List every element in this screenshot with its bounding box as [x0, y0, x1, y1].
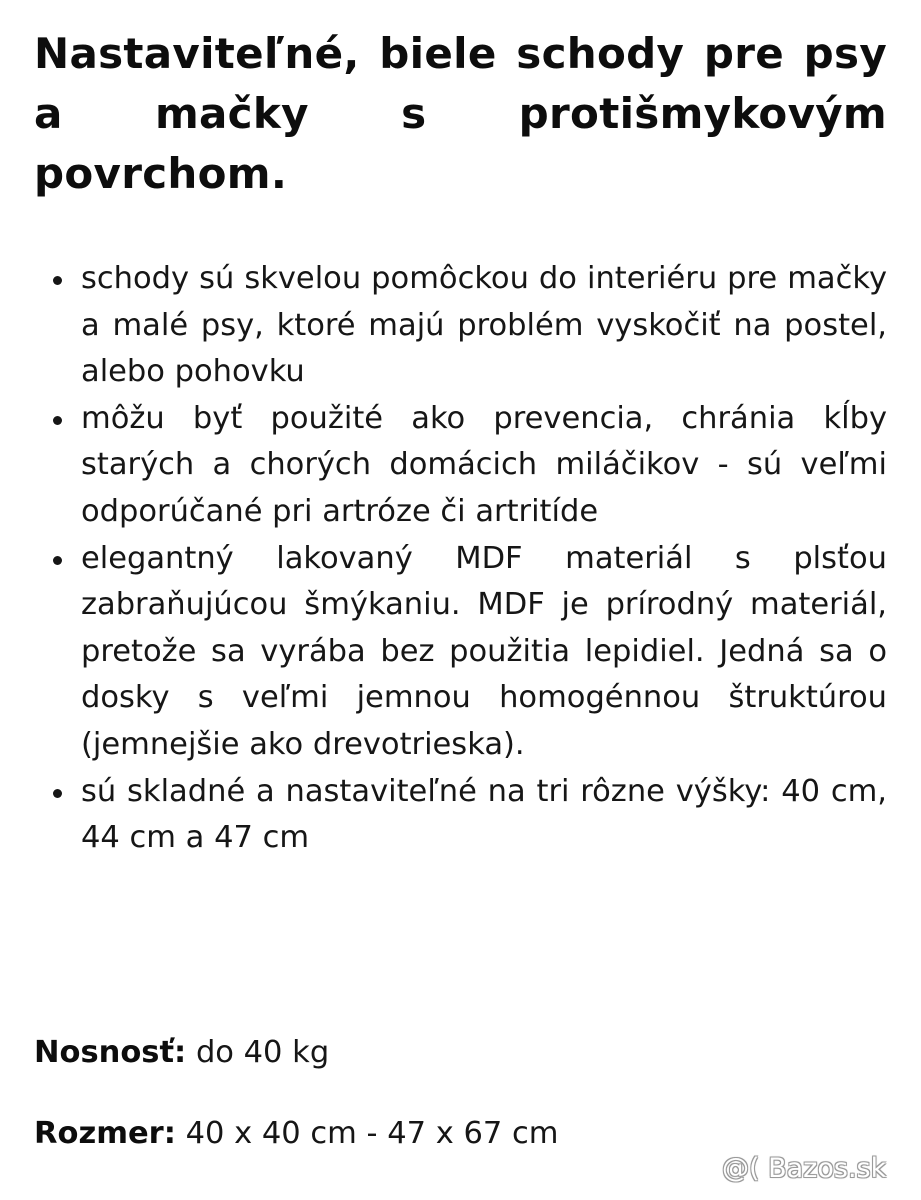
- page-title: Nastaviteľné, biele schody pre psy a mačky s protišmykovým povrchom.: [34, 29, 887, 198]
- list-item-text: sú skladné a nastaviteľné na tri rôzne výšky: 40 cm, 44 cm a 47 cm: [81, 773, 887, 856]
- capacity-value: do 40 kg: [195, 1035, 330, 1070]
- bullet-icon: [53, 789, 62, 798]
- feature-list: [34, 256, 887, 862]
- capacity-label: Nosnosť:: [34, 1035, 187, 1070]
- bullet-icon: [53, 276, 62, 285]
- list-item-text: elegantný lakovaný MDF materiál s plsťou zabraňujúcou šmýkaniu. MDF je prírodný materiál, pretože sa vyrába bez použitia lepidiel. Jedná sa o dosky s veľmi jemnou homogénnou štruktúrou (jemnejšie ako drevotrieska).: [81, 540, 887, 762]
- list-item-text: môžu byť použité ako prevencia, chránia kĺby starých a chorých domácich miláčikov - sú veľmi odporúčané pri artróze či artritíde: [81, 400, 887, 529]
- size-spec: [34, 1114, 558, 1154]
- bazos-watermark: @( Bazos.sk: [722, 1153, 887, 1184]
- list-item: [34, 396, 887, 536]
- size-value: 40 x 40 cm - 47 x 67 cm: [185, 1116, 559, 1151]
- list-item: [34, 769, 887, 862]
- capacity-spec: [34, 1033, 329, 1073]
- list-item: [34, 536, 887, 769]
- list-item: [34, 256, 887, 396]
- bullet-icon: [53, 556, 62, 565]
- list-item-text: schody sú skvelou pomôckou do interiéru pre mačky a malé psy, ktoré majú problém vyskočiť na postel, alebo pohovku: [81, 261, 887, 390]
- size-label: Rozmer:: [34, 1116, 176, 1151]
- bullet-icon: [53, 416, 62, 425]
